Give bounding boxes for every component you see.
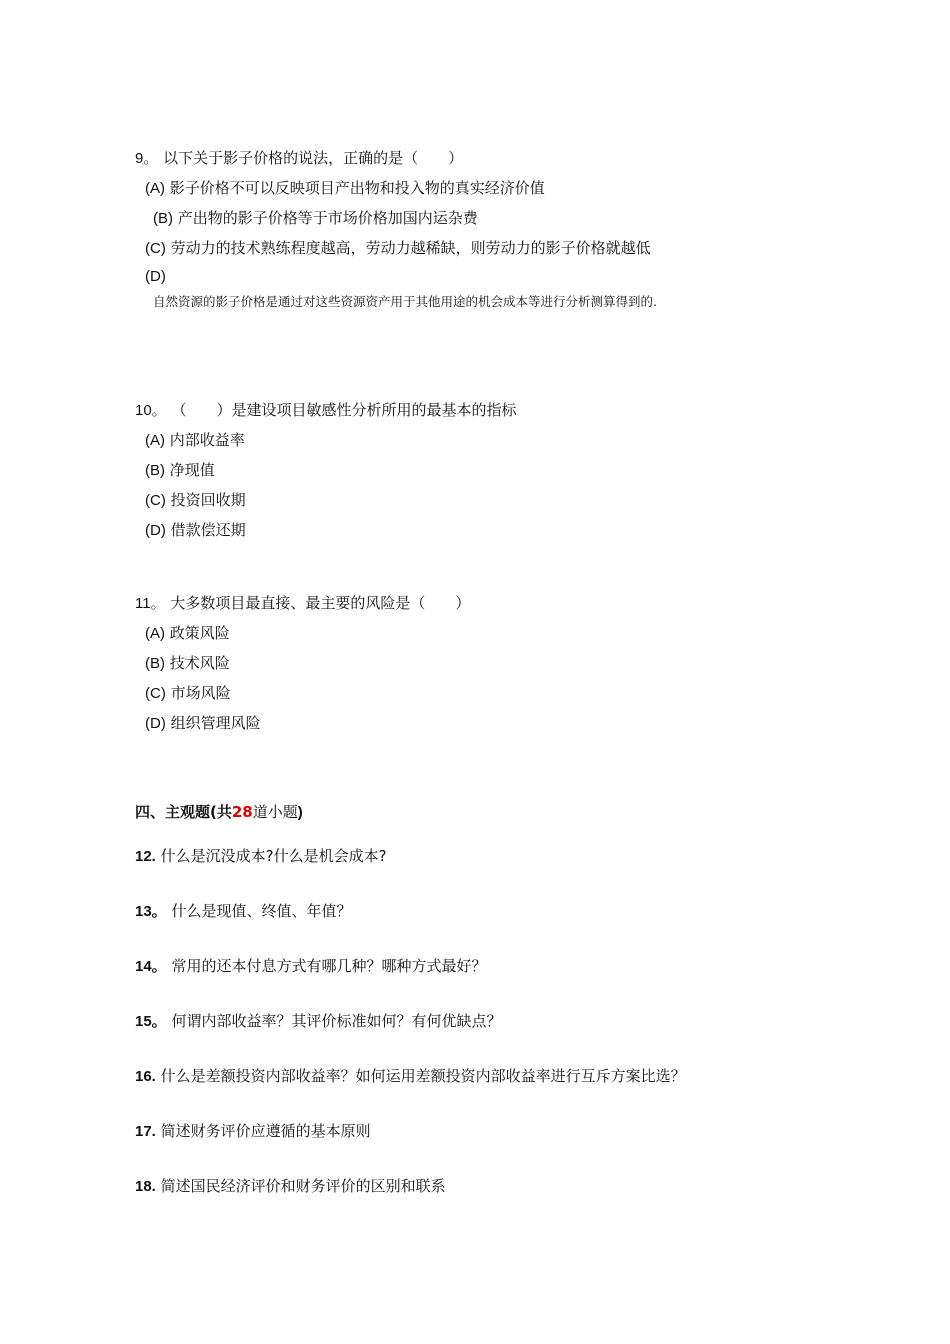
question-text: （ ）是建设项目敏感性分析所用的最基本的指标 [166,401,517,419]
question-number: 12. [135,848,156,865]
question-number: 9。 [135,150,159,167]
option-label: (D) [145,268,166,285]
option-text: 借款偿还期 [165,521,246,539]
option-label: (A) [145,180,165,197]
option-text: 市场风险 [165,684,231,702]
section-heading-suffix: 道小题 [252,803,298,821]
question-10-stem [135,400,516,421]
subjective-question-16 [135,1066,686,1087]
question-number: 11。 [135,595,166,612]
option-label: (B) [153,210,173,227]
subjective-question-17 [135,1121,371,1142]
option-text: 净现值 [165,461,215,479]
question-10-option-b [145,460,215,481]
option-label: (B) [145,462,165,479]
question-text: 以下关于影子价格的说法，正确的是（ ） [158,149,464,167]
question-number: 10。 [135,402,167,419]
question-9-option-b [153,208,478,229]
option-label: (A) [145,432,165,449]
option-text: 政策风险 [165,624,230,642]
question-text: 大多数项目最直接、最主要的风险是（ ） [165,594,471,612]
question-text: 简述财务评价应遵循的基本原则 [155,1122,371,1140]
question-text: 简述国民经济评价和财务评价的区别和联系 [155,1177,446,1195]
question-11-option-a [145,623,230,644]
subjective-question-12 [135,846,387,867]
option-label: (B) [145,655,165,672]
section-question-count: 28 [231,803,253,821]
question-10-option-d [145,520,246,541]
subjective-question-18 [135,1176,446,1197]
subjective-question-14 [135,956,486,977]
question-10-option-a [145,430,245,451]
question-11-option-c [145,683,231,704]
question-9-option-d [145,266,166,287]
subjective-question-13 [135,901,351,922]
question-text: 何谓内部收益率？其评价标准如何？有何优缺点？ [166,1012,502,1030]
subjective-question-15 [135,1011,501,1032]
section-heading [135,802,303,823]
option-text: 内部收益率 [165,431,245,449]
question-number: 16. [135,1068,156,1085]
option-text: 组织管理风险 [165,714,261,732]
question-10-option-c [145,490,246,511]
question-11-option-d [145,713,261,734]
section-heading-prefix: 四、主观题(共 [135,803,232,821]
question-11-option-b [145,653,230,674]
option-label: (A) [145,625,165,642]
question-number: 15。 [135,1013,167,1030]
question-text: 常用的还本付息方式有哪几种？哪种方式最好？ [166,957,487,975]
question-9-stem [135,148,463,169]
question-number: 13。 [135,903,167,920]
option-text: 技术风险 [165,654,230,672]
option-label: (D) [145,522,166,539]
option-label: (C) [145,492,166,509]
option-text: 产出物的影子价格等于市场价格加国内运杂费 [173,209,478,227]
question-text: 什么是差额投资内部收益率？如何运用差额投资内部收益率进行互斥方案比选？ [155,1067,686,1085]
question-9-option-d-text: 自然资源的影子价格是通过对这些资源资产用于其他用途的机会成本等进行分析测算得到的. [153,294,657,309]
option-label: (D) [145,715,166,732]
option-text: 影子价格不可以反映项目产出物和投入物的真实经济价值 [165,179,545,197]
option-text: 投资回收期 [165,491,246,509]
question-11-stem [135,593,470,614]
question-9-option-a [145,178,545,199]
question-text: 什么是沉没成本?什么是机会成本? [155,847,387,865]
question-9-option-c [145,238,651,259]
option-label: (C) [145,240,166,257]
option-text: 劳动力的技术熟练程度越高，劳动力越稀缺，则劳动力的影子价格就越低 [165,239,651,257]
option-label: (C) [145,685,166,702]
question-text: 什么是现值、终值、年值？ [166,902,352,920]
question-number: 14。 [135,958,167,975]
section-heading-close: ) [297,804,303,821]
question-number: 18. [135,1178,156,1195]
question-number: 17. [135,1123,156,1140]
